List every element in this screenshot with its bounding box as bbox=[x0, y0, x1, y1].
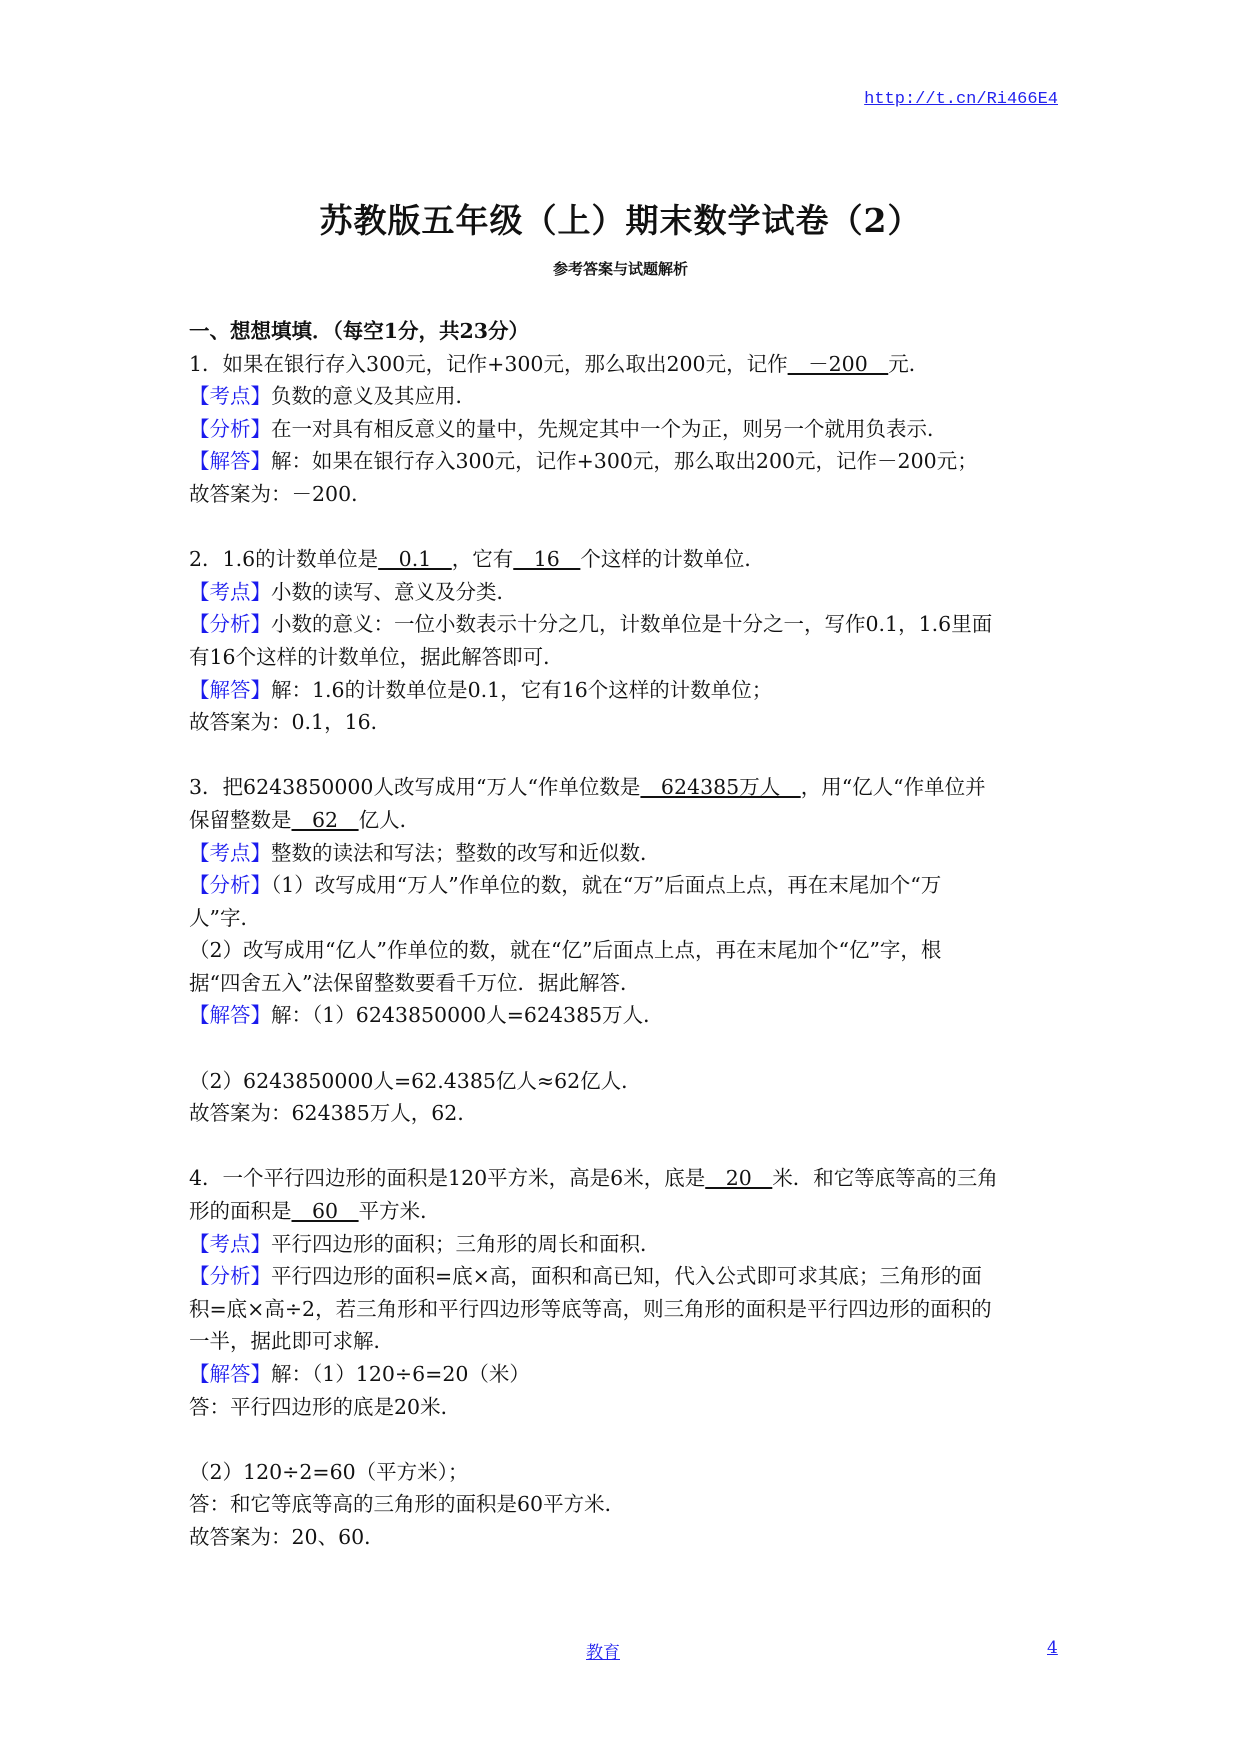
blank-line bbox=[189, 1423, 1059, 1456]
answer-blank: 0.1 bbox=[378, 547, 452, 572]
text: 3．把6243850000人改写成用“万人“作单位数是 bbox=[189, 775, 641, 800]
text-line bbox=[189, 1293, 1059, 1326]
text: 2．1.6的计数单位是 bbox=[189, 547, 379, 572]
text: 个这样的计数单位． bbox=[580, 547, 765, 572]
answer-blank: －200 bbox=[787, 351, 889, 376]
text-line bbox=[189, 445, 1059, 478]
text: 解：（1）6243850000人=624385万人． bbox=[271, 1003, 664, 1028]
text-line bbox=[189, 413, 1059, 446]
section-tag: 【考点】 bbox=[189, 384, 271, 409]
text-line bbox=[189, 902, 1059, 935]
blank-line bbox=[189, 1032, 1059, 1065]
text: 平行四边形的面积；三角形的周长和面积． bbox=[271, 1231, 661, 1256]
text: （1）改写成用“万人”作单位的数，就在“万”后面点上点，再在末尾加个“万 bbox=[271, 873, 942, 898]
section-tag: 【分析】 bbox=[189, 612, 271, 637]
text: 有16个这样的计数单位，据此解答即可． bbox=[189, 644, 564, 669]
text-line bbox=[189, 804, 1059, 837]
text: 小数的意义：一位小数表示十分之几，计数单位是十分之一，写作0.1，1.6里面 bbox=[271, 612, 993, 637]
text: 平行四边形的面积=底×高，面积和高已知，代入公式即可求其底；三角形的面 bbox=[271, 1264, 982, 1289]
text-line bbox=[189, 1521, 1059, 1554]
text-line bbox=[189, 576, 1059, 609]
text: 故答案为：0.1，16． bbox=[189, 710, 392, 735]
text-line bbox=[189, 348, 1059, 381]
text-line bbox=[189, 543, 1059, 576]
text: 平方米． bbox=[358, 1199, 441, 1224]
text-line bbox=[189, 1097, 1059, 1130]
section-tag: 【分析】 bbox=[189, 416, 271, 441]
text: ，用“亿人“作单位并 bbox=[800, 775, 986, 800]
blank-line bbox=[189, 511, 1059, 544]
text: 保留整数是 bbox=[189, 807, 292, 832]
text-line bbox=[189, 608, 1059, 641]
text: 4．一个平行四边形的面积是120平方米，高是6米，底是 bbox=[189, 1166, 706, 1191]
text: （2）改写成用“亿人”作单位的数，就在“亿”后面点上点，再在末尾加个“亿”字，根 bbox=[189, 938, 942, 963]
text-line bbox=[189, 967, 1059, 1000]
section-tag: 【解答】 bbox=[189, 1003, 271, 1028]
section-tag: 【解答】 bbox=[189, 1362, 271, 1386]
text-line bbox=[189, 1488, 1059, 1521]
answer-blank: 16 bbox=[513, 547, 581, 572]
text-line bbox=[189, 641, 1059, 674]
text: 亿人． bbox=[358, 807, 421, 832]
text: 据“四舍五入”法保留整数要看千万位．据此解答． bbox=[189, 970, 641, 995]
section-tag: 【考点】 bbox=[189, 1231, 271, 1256]
answer-blank: 60 bbox=[291, 1199, 359, 1224]
answer-blank: 624385万人 bbox=[640, 775, 801, 800]
text: 解：1.6的计数单位是0.1，它有16个这样的计数单位； bbox=[271, 677, 773, 702]
blank-line bbox=[189, 1130, 1059, 1163]
footer-link[interactable]: 教育 bbox=[586, 1643, 620, 1663]
answer-blank: 62 bbox=[291, 807, 359, 832]
page-number[interactable]: 4 bbox=[1047, 1638, 1058, 1658]
text: 积=底×高÷2，若三角形和平行四边形等底等高，则三角形的面积是平行四边形的面积的 bbox=[189, 1296, 992, 1321]
text-line bbox=[189, 934, 1059, 967]
text-line bbox=[189, 1391, 1059, 1424]
section-tag: 【解答】 bbox=[189, 449, 271, 474]
text-line bbox=[189, 706, 1059, 739]
text-line bbox=[189, 1260, 1059, 1293]
text: 负数的意义及其应用． bbox=[271, 384, 476, 409]
text: 米．和它等底等高的三角 bbox=[772, 1166, 998, 1191]
text-line bbox=[189, 999, 1059, 1032]
section-tag: 【考点】 bbox=[189, 579, 271, 604]
text-line bbox=[189, 869, 1059, 902]
text: 人”字． bbox=[189, 905, 261, 930]
text-line bbox=[189, 478, 1059, 511]
text: 答：平行四边形的底是20米． bbox=[189, 1394, 462, 1419]
page-title: 苏教版五年级（上）期末数学试卷（2） bbox=[319, 201, 922, 240]
text-line bbox=[189, 674, 1059, 707]
text: 1．如果在银行存入300元，记作+300元，那么取出200元，记作 bbox=[189, 351, 788, 376]
text-line bbox=[189, 1195, 1059, 1228]
text: 小数的读写、意义及分类． bbox=[271, 579, 517, 604]
text: 解：如果在银行存入300元，记作+300元，那么取出200元，记作－200元； bbox=[271, 449, 978, 474]
text: 在一对具有相反意义的量中，先规定其中一个为正，则另一个就用负表示． bbox=[271, 416, 948, 441]
text-line bbox=[189, 837, 1059, 870]
blank-line bbox=[189, 739, 1059, 772]
text-line bbox=[189, 1456, 1059, 1489]
text-line bbox=[189, 1065, 1059, 1098]
text: 故答案为：－200． bbox=[189, 481, 372, 506]
header-link[interactable]: http://t.cn/Ri466E4 bbox=[864, 90, 1058, 109]
text-line bbox=[189, 1358, 1059, 1391]
section-tag: 【分析】 bbox=[189, 1264, 271, 1289]
text: （2）120÷2=60（平方米）； bbox=[189, 1459, 469, 1484]
text-line bbox=[189, 380, 1059, 413]
text: 故答案为：20、60． bbox=[189, 1524, 385, 1549]
document-body bbox=[189, 315, 1059, 1554]
text: 形的面积是 bbox=[189, 1199, 292, 1224]
text: 解：（1）120÷6=20（米） bbox=[271, 1362, 530, 1386]
text-line bbox=[189, 1228, 1059, 1261]
section-heading: 一、想想填填．（每空1分，共23分） bbox=[189, 319, 530, 343]
text: 一半，据此即可求解． bbox=[189, 1329, 394, 1354]
text-line bbox=[189, 771, 1059, 804]
text: 故答案为：624385万人，62． bbox=[189, 1101, 478, 1126]
text: 元． bbox=[888, 351, 930, 376]
section-tag: 【解答】 bbox=[189, 677, 271, 702]
section-tag: 【分析】 bbox=[189, 873, 271, 898]
text: 整数的读法和写法；整数的改写和近似数． bbox=[271, 840, 661, 865]
text: 答：和它等底等高的三角形的面积是60平方米． bbox=[189, 1492, 626, 1517]
section-tag: 【考点】 bbox=[189, 840, 271, 865]
answer-blank: 20 bbox=[705, 1166, 773, 1191]
text-line bbox=[189, 1162, 1059, 1195]
text-line bbox=[189, 1325, 1059, 1358]
text: （2）6243850000人=62.4385亿人≈62亿人． bbox=[189, 1068, 642, 1093]
page-subtitle: 参考答案与试题解析 bbox=[552, 260, 688, 278]
text: ，它有 bbox=[451, 547, 514, 572]
